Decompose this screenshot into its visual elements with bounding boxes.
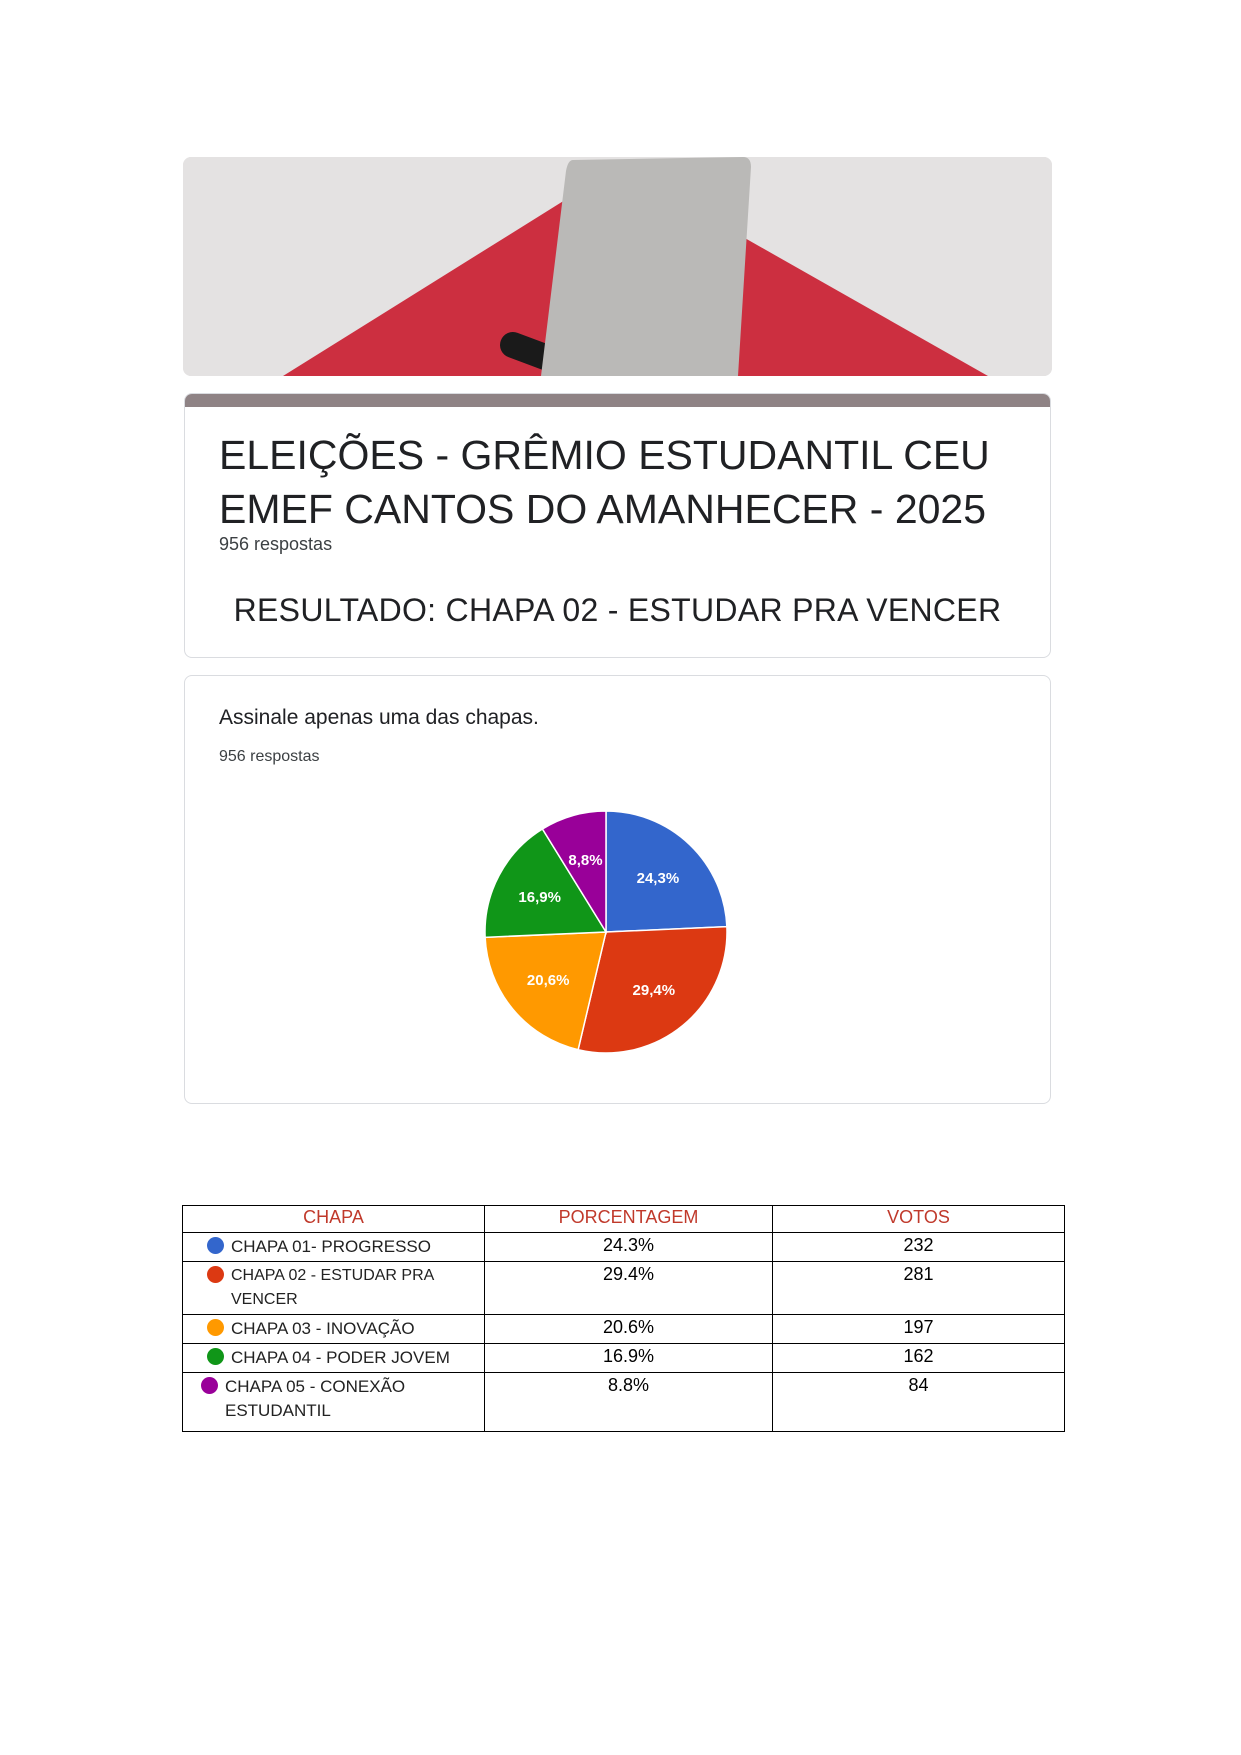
question-text: Assinale apenas uma das chapas. <box>219 706 539 729</box>
question-card <box>184 675 1051 1104</box>
table-row <box>183 1233 1065 1262</box>
chapa-cell <box>183 1233 485 1262</box>
table-row <box>183 1262 1065 1315</box>
legend-dot-icon <box>207 1237 224 1254</box>
header-percent: PORCENTAGEM <box>485 1206 773 1233</box>
chapa-name: CHAPA 02 - ESTUDAR PRA VENCER <box>231 1267 434 1308</box>
chapa-cell <box>183 1315 485 1344</box>
header-chapa: CHAPA <box>183 1206 485 1233</box>
response-count: 956 respostas <box>219 534 333 554</box>
table-row <box>183 1344 1065 1373</box>
votes-cell: 197 <box>773 1315 1065 1344</box>
pie-slice-label: 16,9% <box>518 888 561 906</box>
percent-cell: 8.8% <box>485 1373 773 1432</box>
legend-dot-icon <box>207 1319 224 1336</box>
chapa-cell <box>183 1262 485 1315</box>
percent-cell: 24.3% <box>485 1233 773 1262</box>
form-title-card <box>184 393 1051 658</box>
pie-chart <box>475 801 737 1063</box>
chapa-name: CHAPA 03 - INOVAÇÃO <box>231 1319 415 1338</box>
percent-cell: 16.9% <box>485 1344 773 1373</box>
header-banner <box>183 157 1052 376</box>
accent-bar <box>185 394 1050 407</box>
pie-slice-label: 24,3% <box>636 869 680 887</box>
pie-slice-label: 8,8% <box>568 851 603 869</box>
votes-cell: 281 <box>773 1262 1065 1315</box>
question-response-count: 956 respostas <box>219 748 320 765</box>
header-votes: VOTOS <box>773 1206 1065 1233</box>
legend-dot-icon <box>207 1266 224 1283</box>
table-row <box>183 1373 1065 1432</box>
chapa-cell <box>183 1344 485 1373</box>
chapa-name: CHAPA 01- PROGRESSO <box>231 1237 431 1256</box>
table-row <box>183 1315 1065 1344</box>
ballot-box-illustration <box>183 157 1052 376</box>
results-table <box>182 1205 1065 1432</box>
chapa-cell <box>183 1373 485 1432</box>
chapa-name: CHAPA 04 - PODER JOVEM <box>231 1348 450 1367</box>
votes-cell: 162 <box>773 1344 1065 1373</box>
result-heading: RESULTADO: CHAPA 02 - ESTUDAR PRA VENCER <box>233 592 1002 628</box>
votes-cell: 84 <box>773 1373 1065 1432</box>
votes-cell: 232 <box>773 1233 1065 1262</box>
percent-cell: 20.6% <box>485 1315 773 1344</box>
legend-dot-icon <box>201 1377 218 1394</box>
pie-slice-label: 20,6% <box>526 971 570 989</box>
chapa-name: CHAPA 05 - CONEXÃO ESTUDANTIL <box>225 1377 406 1420</box>
form-title: ELEIÇÕES - GRÊMIO ESTUDANTIL CEU EMEF CANTOS DO AMANHECER - 2025 <box>219 432 990 532</box>
legend-dot-icon <box>207 1348 224 1365</box>
table-header-row <box>183 1206 1065 1233</box>
percent-cell: 29.4% <box>485 1262 773 1315</box>
pie-slice-label: 29,4% <box>632 981 676 999</box>
